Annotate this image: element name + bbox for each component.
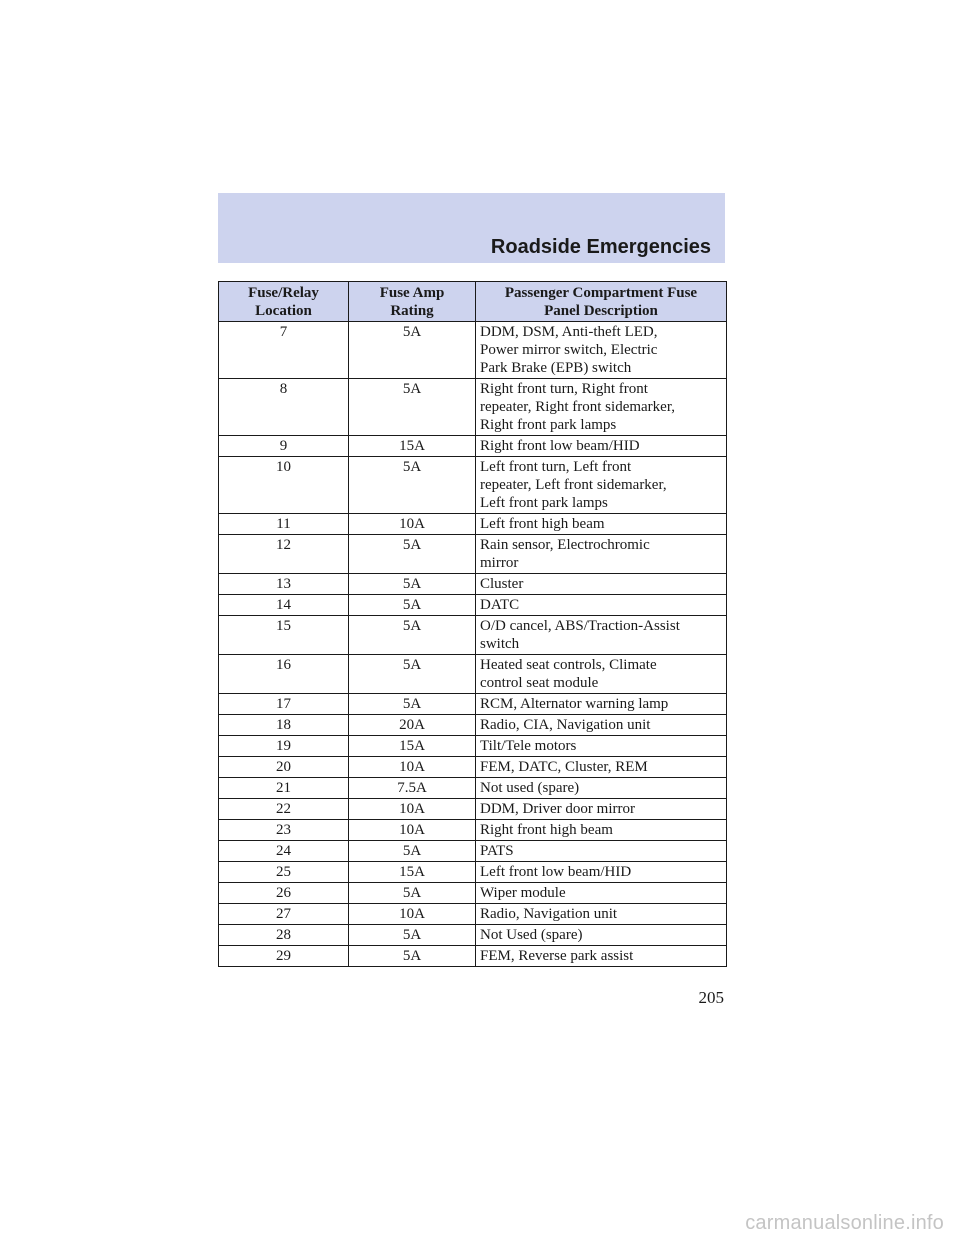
fuse-location-cell: 23 [219,820,349,841]
fuse-location-cell: 24 [219,841,349,862]
fuse-description-cell: Radio, Navigation unit [476,904,727,925]
table-row [219,757,727,778]
fuse-description-cell: Rain sensor, Electrochromic mirror [476,535,727,574]
fuse-location-cell: 7 [219,322,349,379]
fuse-location-cell: 16 [219,655,349,694]
fuse-amp-cell: 7.5A [349,778,476,799]
fuse-description-cell: Not used (spare) [476,778,727,799]
fuse-location-cell: 28 [219,925,349,946]
table-row [219,616,727,655]
fuse-description-cell: Radio, CIA, Navigation unit [476,715,727,736]
table-row [219,595,727,616]
fuse-description-cell: Left front high beam [476,514,727,535]
fuse-description-cell: DATC [476,595,727,616]
table-row [219,535,727,574]
fuse-location-cell: 18 [219,715,349,736]
fuse-amp-cell: 10A [349,514,476,535]
table-row [219,925,727,946]
fuse-amp-cell: 10A [349,820,476,841]
fuse-location-cell: 22 [219,799,349,820]
fuse-description-cell: Not Used (spare) [476,925,727,946]
section-header-band [218,193,725,263]
fuse-description-cell: FEM, DATC, Cluster, REM [476,757,727,778]
column-header-location: Fuse/Relay Location [219,282,349,322]
table-header-row [219,282,727,322]
table-row [219,457,727,514]
fuse-description-cell: Tilt/Tele motors [476,736,727,757]
table-row [219,778,727,799]
table-row [219,904,727,925]
fuse-amp-cell: 5A [349,457,476,514]
fuse-table-body [219,322,727,967]
table-row [219,841,727,862]
fuse-location-cell: 20 [219,757,349,778]
fuse-description-cell: Right front high beam [476,820,727,841]
fuse-description-cell: Left front low beam/HID [476,862,727,883]
table-row [219,379,727,436]
column-header-description: Passenger Compartment Fuse Panel Description [476,282,727,322]
fuse-amp-cell: 5A [349,694,476,715]
fuse-table [218,281,727,967]
table-row [219,514,727,535]
page-number: 205 [698,988,724,1007]
fuse-location-cell: 11 [219,514,349,535]
table-row [219,322,727,379]
column-header-amp-rating: Fuse Amp Rating [349,282,476,322]
fuse-description-cell: Cluster [476,574,727,595]
fuse-description-cell: Right front turn, Right front repeater, Right front sidemarker, Right front park lamps [476,379,727,436]
table-row [219,799,727,820]
fuse-amp-cell: 5A [349,322,476,379]
section-title: Roadside Emergencies [490,236,711,258]
table-row [219,574,727,595]
watermark: carmanualsonline.info [745,1212,944,1234]
table-row [219,694,727,715]
fuse-location-cell: 19 [219,736,349,757]
fuse-description-cell: Left front turn, Left front repeater, Left front sidemarker, Left front park lamps [476,457,727,514]
fuse-description-cell: DDM, Driver door mirror [476,799,727,820]
fuse-location-cell: 26 [219,883,349,904]
fuse-amp-cell: 10A [349,904,476,925]
fuse-amp-cell: 5A [349,616,476,655]
fuse-amp-cell: 5A [349,535,476,574]
fuse-description-cell: Wiper module [476,883,727,904]
fuse-amp-cell: 5A [349,883,476,904]
fuse-location-cell: 10 [219,457,349,514]
fuse-location-cell: 17 [219,694,349,715]
table-row [219,820,727,841]
fuse-amp-cell: 15A [349,436,476,457]
table-row [219,946,727,967]
fuse-location-cell: 21 [219,778,349,799]
table-row [219,436,727,457]
table-row [219,862,727,883]
fuse-amp-cell: 10A [349,757,476,778]
table-row [219,655,727,694]
table-row [219,715,727,736]
fuse-amp-cell: 5A [349,379,476,436]
fuse-location-cell: 14 [219,595,349,616]
fuse-location-cell: 27 [219,904,349,925]
fuse-location-cell: 15 [219,616,349,655]
fuse-amp-cell: 15A [349,736,476,757]
fuse-amp-cell: 10A [349,799,476,820]
fuse-description-cell: O/D cancel, ABS/Traction-Assist switch [476,616,727,655]
fuse-location-cell: 9 [219,436,349,457]
fuse-location-cell: 25 [219,862,349,883]
fuse-location-cell: 8 [219,379,349,436]
fuse-amp-cell: 5A [349,574,476,595]
fuse-description-cell: RCM, Alternator warning lamp [476,694,727,715]
fuse-description-cell: DDM, DSM, Anti-theft LED, Power mirror switch, Electric Park Brake (EPB) switch [476,322,727,379]
fuse-amp-cell: 5A [349,946,476,967]
fuse-description-cell: PATS [476,841,727,862]
fuse-amp-cell: 5A [349,595,476,616]
fuse-amp-cell: 5A [349,655,476,694]
fuse-amp-cell: 15A [349,862,476,883]
fuse-amp-cell: 5A [349,925,476,946]
fuse-location-cell: 13 [219,574,349,595]
fuse-description-cell: FEM, Reverse park assist [476,946,727,967]
fuse-amp-cell: 5A [349,841,476,862]
table-row [219,736,727,757]
fuse-description-cell: Heated seat controls, Climate control seat module [476,655,727,694]
fuse-amp-cell: 20A [349,715,476,736]
fuse-location-cell: 29 [219,946,349,967]
fuse-location-cell: 12 [219,535,349,574]
fuse-description-cell: Right front low beam/HID [476,436,727,457]
table-row [219,883,727,904]
